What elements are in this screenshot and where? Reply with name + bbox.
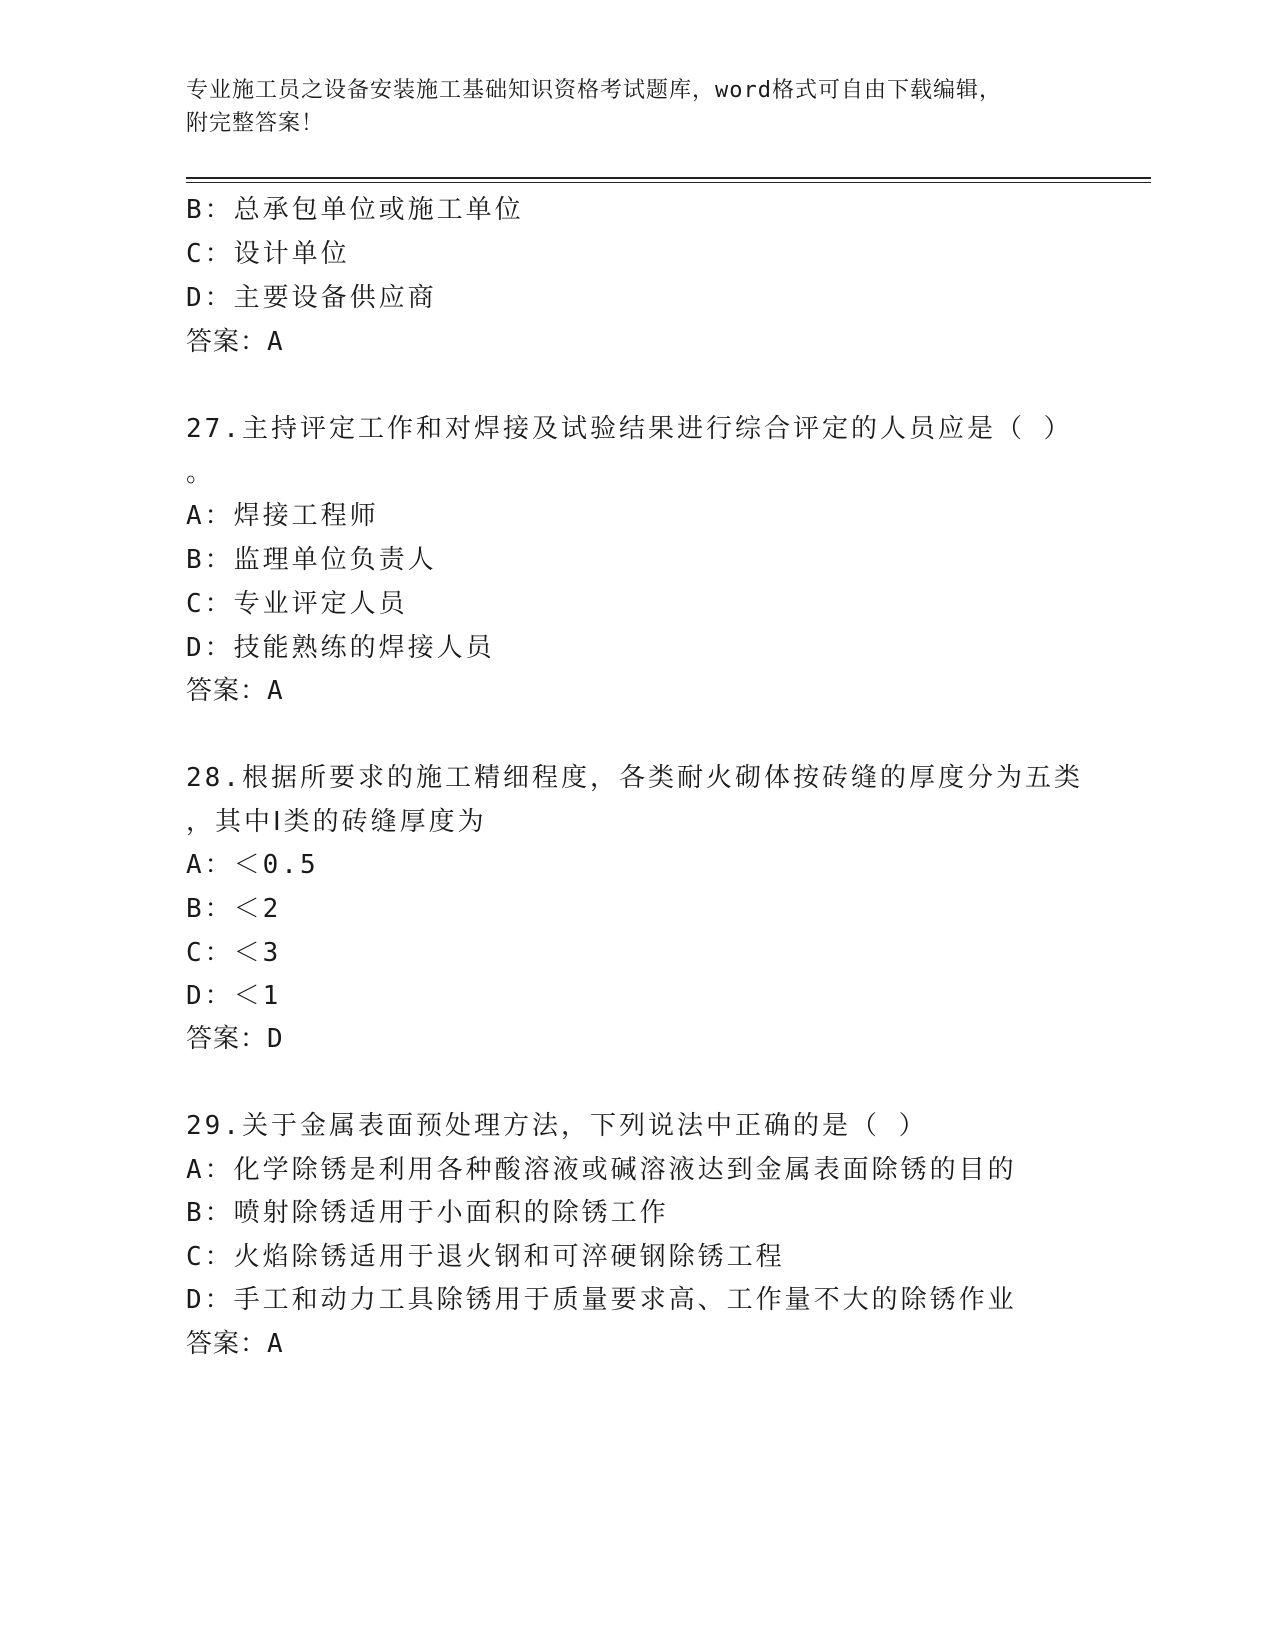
q27-answer: 答案：A — [186, 676, 284, 706]
header-rule-thin — [186, 182, 1151, 183]
q29-option-c: C：火焰除锈适用于退火钢和可淬硬钢除锈工程 — [186, 1242, 785, 1272]
q28-option-a: A：＜0.5 — [186, 850, 319, 880]
q29-stem-line-1: 29.关于金属表面预处理方法，下列说法中正确的是（ ） — [186, 1111, 928, 1141]
prev-option-b: B：总承包单位或施工单位 — [186, 195, 524, 225]
header-line-1: 专业施工员之设备安装施工基础知识资格考试题库，word格式可自由下载编辑， — [186, 78, 1002, 103]
q29-answer: 答案：A — [186, 1329, 284, 1359]
q29-option-a: A：化学除锈是利用各种酸溶液或碱溶液达到金属表面除锈的目的 — [186, 1155, 1017, 1185]
header-rule-thick — [186, 177, 1151, 179]
q29-option-d: D：手工和动力工具除锈用于质量要求高、工作量不大的除锈作业 — [186, 1285, 1017, 1315]
header-line-2: 附完整答案！ — [186, 111, 325, 136]
q28-answer: 答案：D — [186, 1024, 284, 1054]
q28-option-c: C：＜3 — [186, 938, 282, 968]
q27-option-b: B：监理单位负责人 — [186, 545, 437, 575]
q28-stem-line-1: 28.根据所要求的施工精细程度，各类耐火砌体按砖缝的厚度分为五类 — [186, 763, 1083, 793]
q28-option-b: B：＜2 — [186, 894, 282, 924]
prev-answer: 答案：A — [186, 327, 284, 357]
q28-stem-line-2: ，其中Ⅰ类的砖缝厚度为 — [186, 807, 487, 837]
q29-option-b: B：喷射除锈适用于小面积的除锈工作 — [186, 1198, 669, 1228]
prev-option-c: C：设计单位 — [186, 239, 350, 269]
q27-stem-line-1: 27.主持评定工作和对焊接及试验结果进行综合评定的人员应是（ ） — [186, 414, 1073, 444]
q27-option-a: A：焊接工程师 — [186, 501, 379, 531]
prev-option-d: D：主要设备供应商 — [186, 283, 437, 313]
q28-option-d: D：＜1 — [186, 981, 282, 1011]
q27-stem-line-2: 。 — [186, 458, 216, 488]
q27-option-c: C：专业评定人员 — [186, 589, 408, 619]
document-header — [186, 74, 1066, 140]
q27-option-d: D：技能熟练的焊接人员 — [186, 633, 495, 663]
